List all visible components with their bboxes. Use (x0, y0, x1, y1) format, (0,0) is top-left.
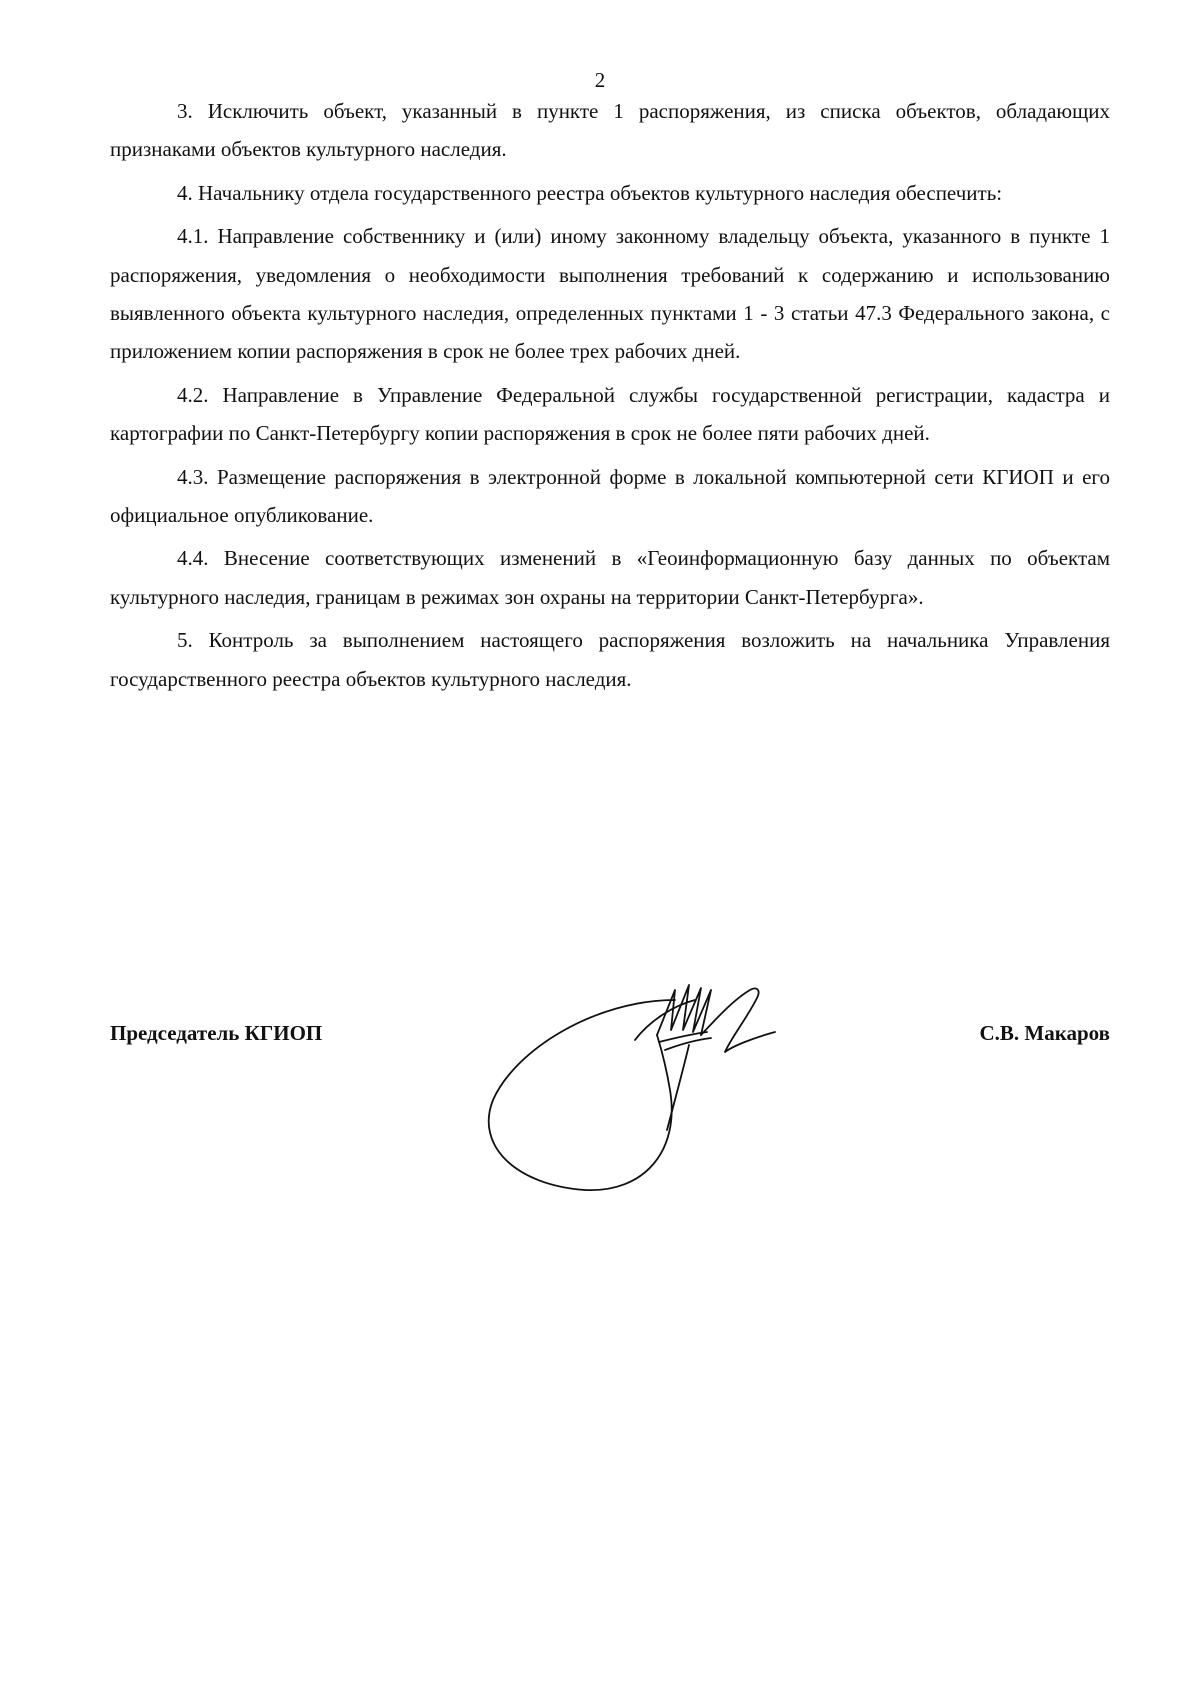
signer-name: С.В. Макаров (979, 1021, 1110, 1045)
paragraph-item-4-2: 4.2. Направление в Управление Федеральной службы государственной регистрации, кадастра и картографии по Санкт-Петербургу копии распоряжения в срок не более пяти рабочих дней. (110, 382, 1110, 446)
paragraph-item-4-3: 4.3. Размещение распоряжения в электронной форме в локальной компьютерной сети КГИОП и его официальное опубликование. (110, 464, 1110, 528)
signer-position: Председатель КГИОП (110, 1021, 323, 1045)
paragraph-item-3: 3. Исключить объект, указанный в пункте 1 распоряжения, из списка объектов, обладающих признаками объектов культурного наследия. (110, 99, 1110, 162)
paragraph-item-5: 5. Контроль за выполнением настоящего распоряжения возложить на начальника Управления государственного реестра объектов культурного наследия. (110, 628, 1110, 691)
handwritten-signature-icon (475, 960, 855, 1200)
paragraph-item-4-4: 4.4. Внесение соответствующих изменений в «Геоинформационную базу данных по объектам культурного наследия, границам в режимах зон охраны на территории Санкт-Петербурга». (110, 546, 1110, 609)
paragraph-item-4-1: 4.1. Направление собственнику и (или) иному законному владельцу объекта, указанного в пункте 1 распоряжения, уведомления о необходимости выполнения требований к содержанию и использованию выявленного объекта культурного наследия, определенных пунктами 1 - 3 статьи 47.3 Федерального закона, с приложением копии распоряжения в срок не более трех рабочих дней. (110, 224, 1110, 364)
page-number: 2 (594, 68, 606, 92)
paragraph-item-4: 4. Начальнику отдела государственного реестра объектов культурного наследия обеспечить: (177, 180, 1003, 205)
document-body (110, 92, 1110, 703)
